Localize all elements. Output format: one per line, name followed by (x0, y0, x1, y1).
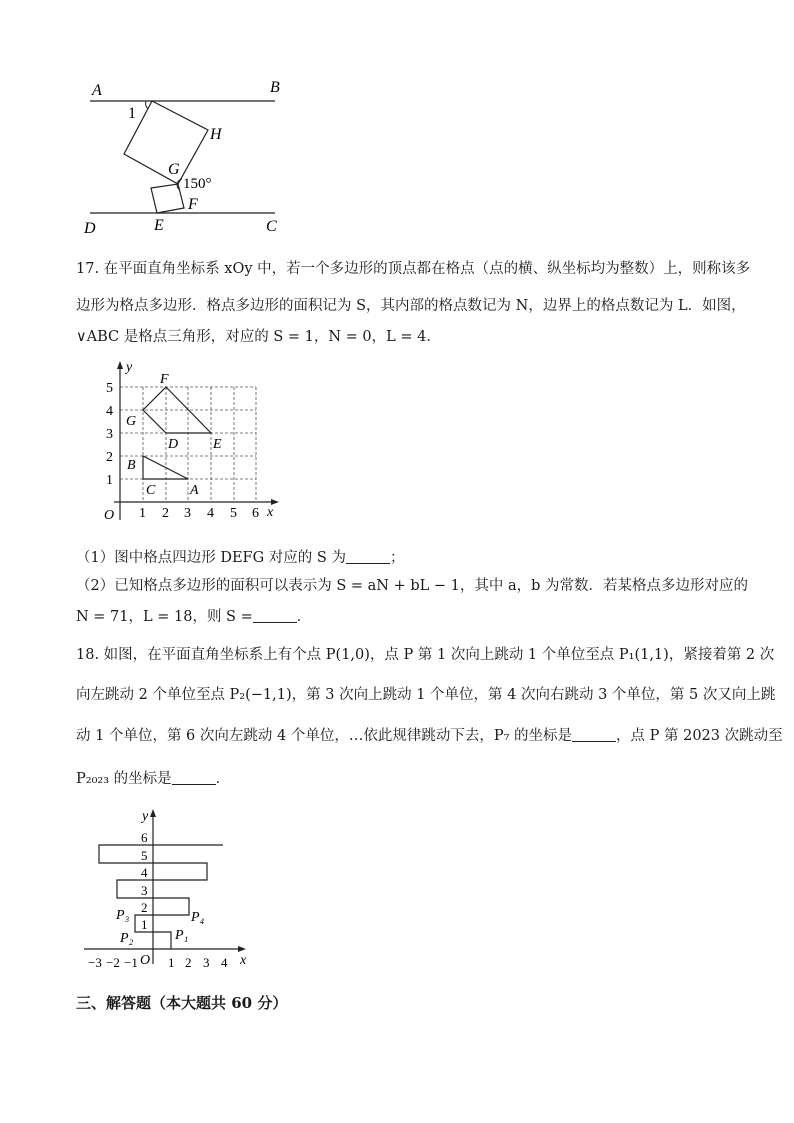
q17-line2: 边形为格点多边形．格点多边形的面积记为 S，其内部的格点数记为 N，边界上的格点数记为 L．如图， (76, 298, 746, 314)
label-B: B (270, 79, 280, 96)
y-tick-4: 4 (106, 404, 113, 419)
x-tick-6: 6 (252, 506, 259, 521)
q18-line4-end: ． (215, 771, 231, 787)
grid-lines (120, 387, 256, 502)
q17-sub1-text: （1）图中格点四边形 DEFG 对应的 S 为 (76, 550, 346, 566)
label-1: 1 (128, 105, 136, 122)
x-tick-1: 1 (168, 955, 175, 970)
y-tick-6: 6 (141, 830, 148, 845)
x-tick-4: 4 (221, 955, 228, 970)
q17-sub2-line2 (76, 607, 311, 627)
origin-label: O (104, 508, 115, 523)
q18-line3-end: ，点 P 第 2023 次跳动至 (616, 728, 783, 744)
large-square (124, 101, 208, 184)
point-F: F (160, 372, 169, 387)
y-tick-3: 3 (106, 427, 113, 442)
x-tick-2: 2 (185, 955, 192, 970)
triangle-ABC (143, 456, 188, 479)
q17-sub2-values: N = 71，L = 18，则 S = (76, 609, 253, 625)
y-axis-label: y (126, 360, 133, 375)
answer-blank-s2[interactable] (253, 608, 297, 623)
y-tick-5: 5 (141, 848, 148, 863)
y-axis-arrow (150, 809, 156, 817)
q18-line4-text: P₂₀₂₃ 的坐标是 (76, 771, 172, 787)
q18-line3-text: 动 1 个单位，第 6 次向左跳动 4 个单位，…依此规律跳动下去，P₇ 的坐标是 (76, 728, 573, 744)
label-G: G (168, 161, 180, 178)
y-tick-4: 4 (141, 865, 148, 880)
q18-line4 (76, 769, 230, 789)
label-F: F (188, 196, 198, 213)
point-P4: P₄ (191, 910, 205, 925)
point-A: A (190, 483, 199, 498)
answer-blank-p7[interactable] (572, 727, 616, 742)
label-150: 150° (183, 176, 212, 192)
point-C: C (146, 483, 156, 498)
x-axis-label: x (267, 505, 274, 520)
x-axis-label: x (240, 953, 247, 968)
point-G: G (126, 414, 137, 429)
point-P3: P₃ (116, 908, 130, 923)
q17-sub2: （2）已知格点多边形的面积可以表示为 S = aN + bL − 1，其中 a，b 为常数．若某格点多边形对应的 (76, 578, 748, 594)
origin-label: O (140, 953, 151, 968)
y-tick-1: 1 (106, 473, 113, 488)
x-tick-neg3: −3 (88, 955, 102, 970)
angle-1-arc (146, 101, 148, 109)
label-H: H (210, 126, 222, 143)
label-E: E (154, 217, 164, 234)
q18-line3 (76, 726, 783, 746)
answer-blank-p2023[interactable] (172, 770, 216, 785)
x-tick-5: 5 (230, 506, 237, 521)
q17-line1: 17. 在平面直角坐标系 xOy 中，若一个多边形的顶点都在格点（点的横、纵坐标均为整数）上，则称该多 (76, 261, 751, 277)
y-axis-label: y (142, 809, 149, 824)
path-steps (99, 845, 223, 949)
answer-blank-s[interactable] (346, 549, 390, 564)
q17-sub2-end: ． (296, 609, 312, 625)
small-square (151, 184, 184, 213)
x-tick-1: 1 (139, 506, 146, 521)
x-tick-2: 2 (162, 506, 169, 521)
label-D: D (84, 220, 96, 236)
q17-sub1 (76, 548, 404, 568)
label-A: A (92, 82, 102, 99)
q18-line1: 18. 如图，在平面直角坐标系上有个点 P(1,0)，点 P 第 1 次向上跳动 1 个单位至点 P₁(1,1)，紧接着第 2 次 (76, 647, 775, 663)
point-P1: P₁ (175, 928, 189, 943)
y-tick-2: 2 (141, 900, 148, 915)
section-heading: 三、解答题（本大题共 60 分） (76, 994, 288, 1012)
x-axis-arrow (238, 946, 246, 952)
x-tick-neg1: −1 (124, 955, 138, 970)
q17-line3: ∨ABC 是格点三角形，对应的 S = 1，N = 0，L = 4． (76, 329, 441, 345)
point-P2: P₂ (120, 931, 134, 946)
x-tick-3: 3 (203, 955, 210, 970)
y-tick-3: 3 (141, 883, 148, 898)
figure-jump-path (80, 804, 260, 976)
x-tick-4: 4 (207, 506, 214, 521)
label-C: C (266, 218, 277, 235)
figure-parallel-lines-squares (80, 76, 300, 236)
point-E: E (213, 437, 222, 452)
y-tick-1: 1 (141, 917, 148, 932)
x-tick-3: 3 (184, 506, 191, 521)
q17-sub1-end: ； (389, 550, 405, 566)
y-tick-5: 5 (106, 381, 113, 396)
point-B: B (127, 458, 136, 473)
x-tick-neg2: −2 (106, 955, 120, 970)
y-tick-2: 2 (106, 450, 113, 465)
y-axis-arrow (117, 361, 123, 369)
figure-lattice-grid (96, 358, 286, 524)
q18-line2: 向左跳动 2 个单位至点 P₂(−1,1)，第 3 次向上跳动 1 个单位，第 4 次向右跳动 3 个单位，第 5 次又向上跳 (76, 687, 776, 703)
point-D: D (168, 437, 179, 452)
